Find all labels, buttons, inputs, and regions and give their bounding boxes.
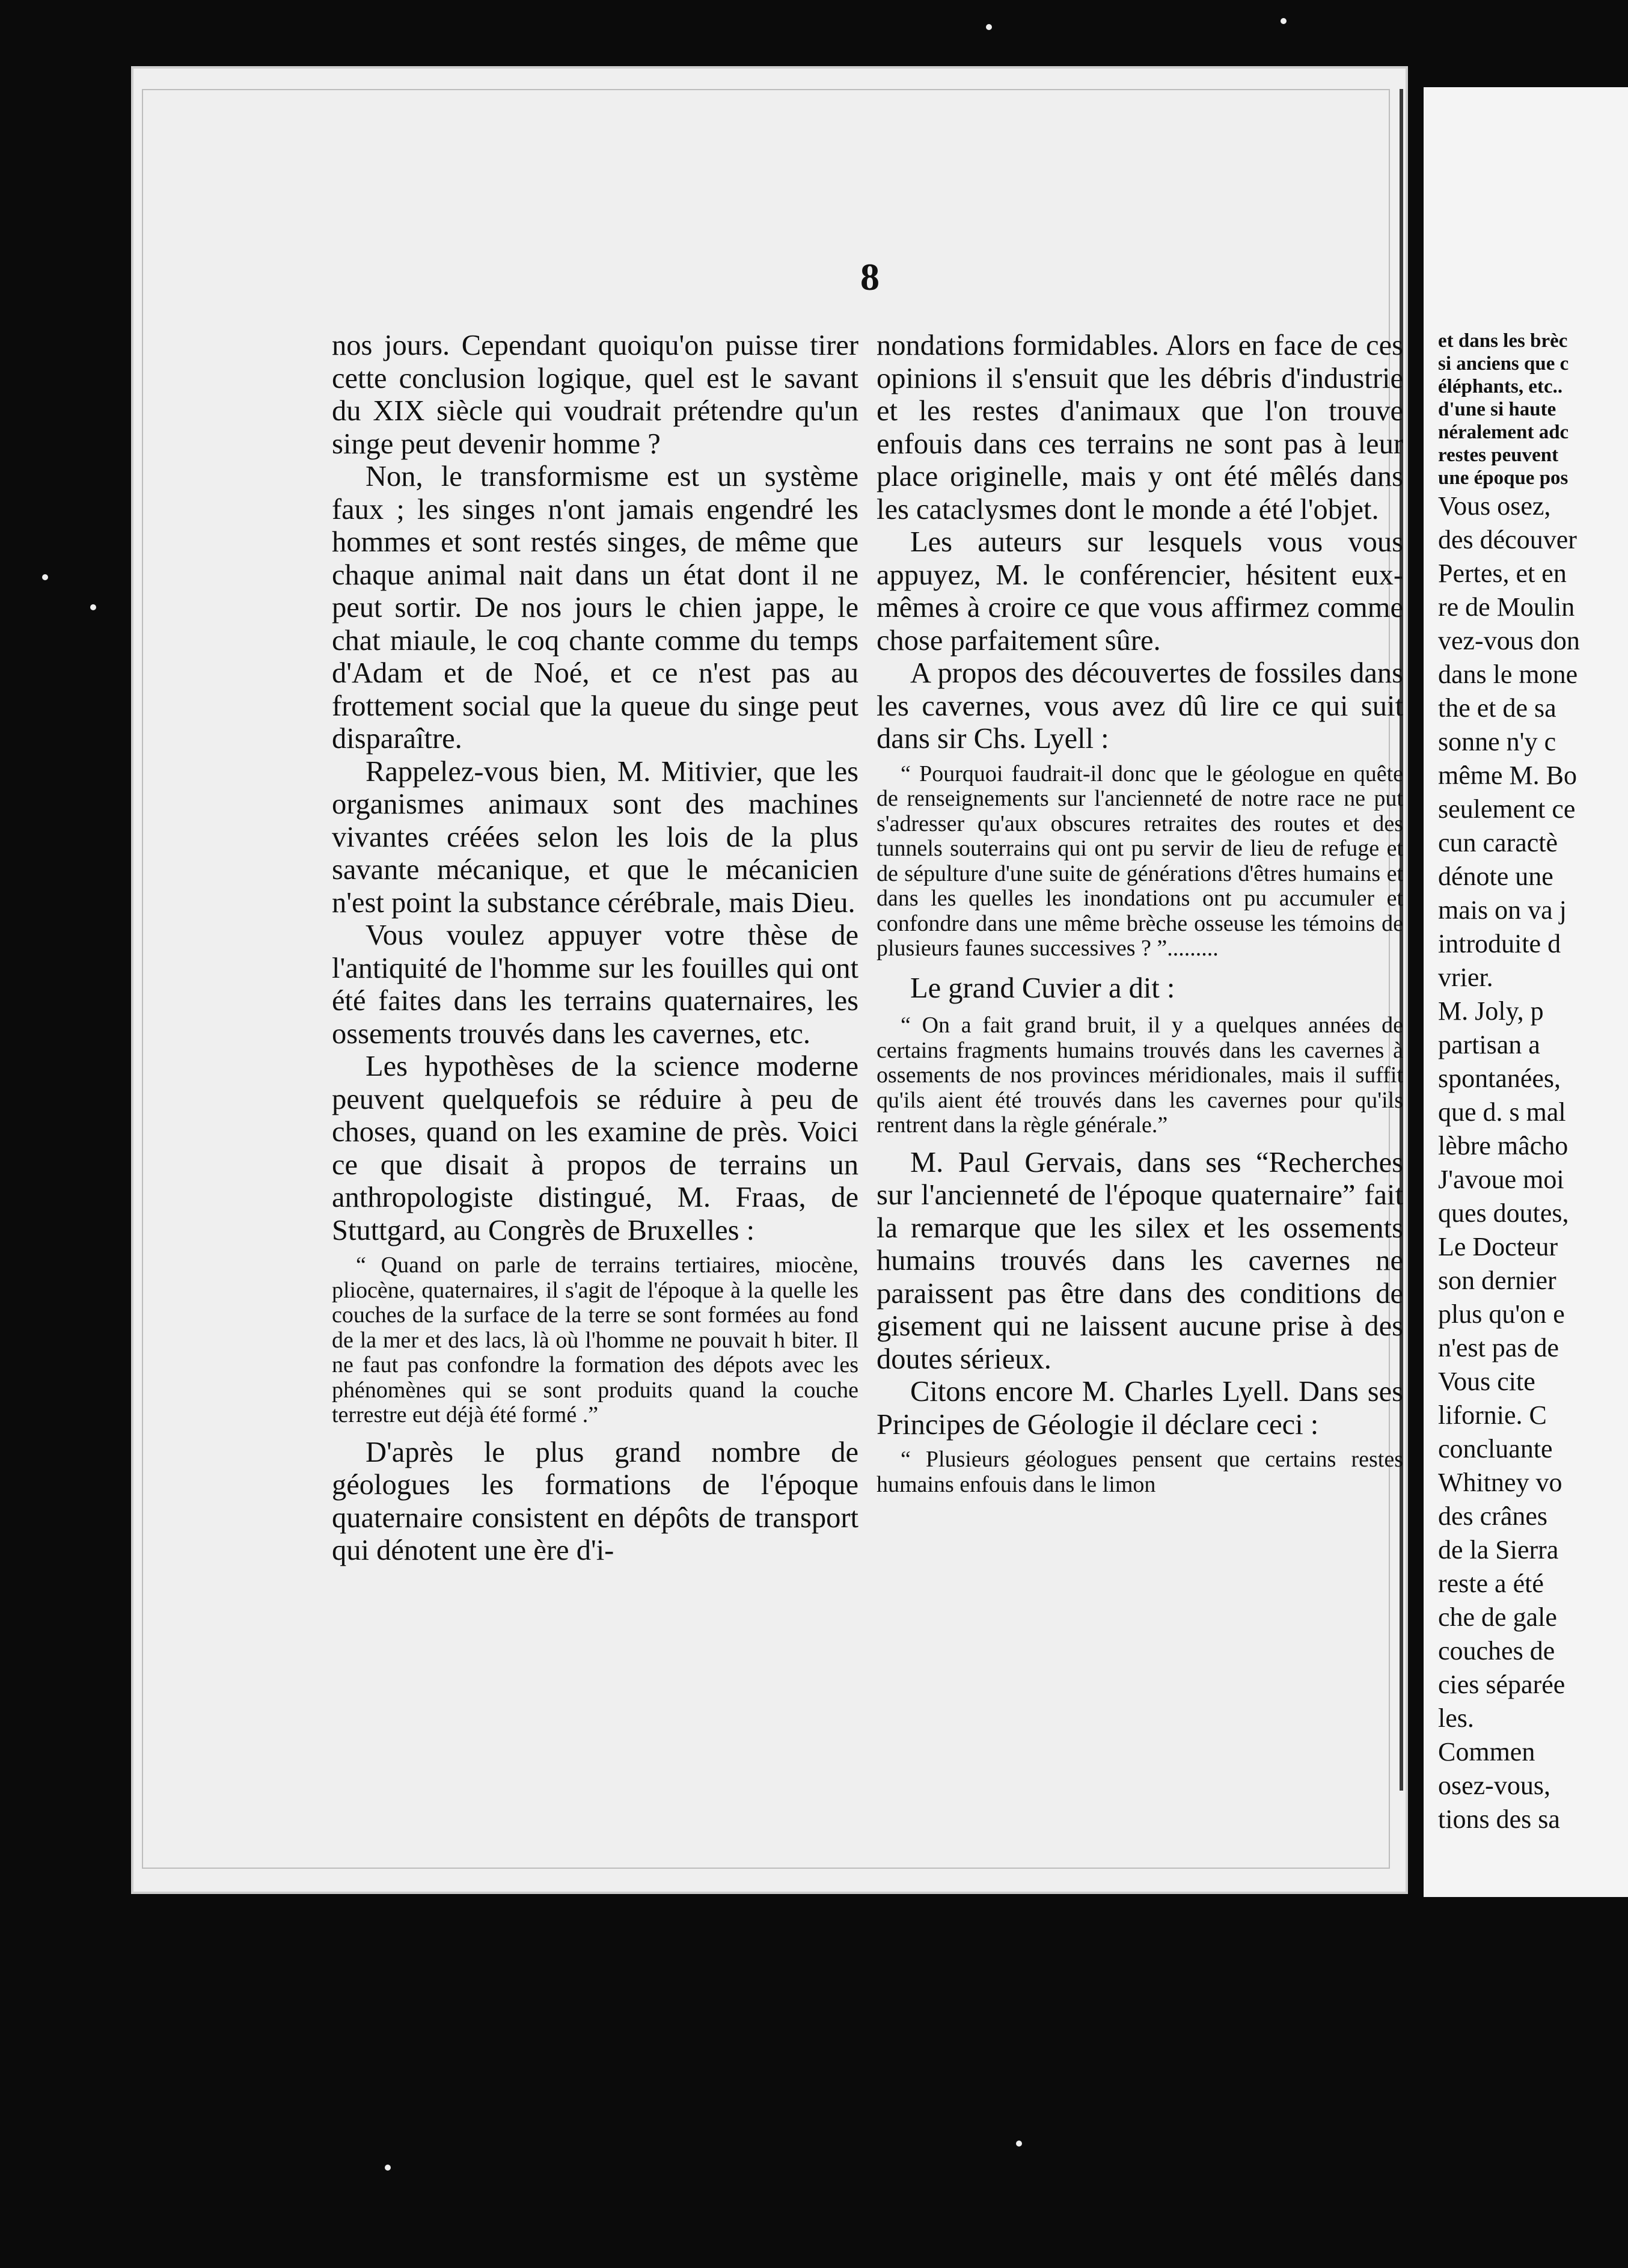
text-line: che de gale	[1438, 1602, 1557, 1632]
block-quote: “ Plusieurs géologues pensent que certains restes humains enfouis dans le limon	[877, 1447, 1403, 1497]
text-line: J'avoue moi	[1438, 1165, 1564, 1194]
text-line: Le Docteur	[1438, 1232, 1558, 1261]
text-line: de la Sierra	[1438, 1535, 1559, 1565]
paragraph: M. Paul Gervais, dans ses “Recherches sur l'ancienneté de l'époque quaternaire” fait la remarque que les silex et les ossements humains trouvés dans les cavernes ne paraissent pas être dans des conditions de gisement qui ne laissent aucune prise à des doutes sérieux.	[877, 1146, 1403, 1375]
text-line: des crânes	[1438, 1501, 1548, 1531]
text-line: partisan a	[1438, 1030, 1540, 1059]
paragraph: A propos des découvertes de fossiles dans les cavernes, vous avez dû lire ce qui suit dans sir Chs. Lyell :	[877, 657, 1403, 755]
text-line: éléphants, etc..	[1438, 376, 1563, 397]
paragraph: nos jours. Cependant quoiqu'on puisse tirer cette conclusion logique, quel est le savant du XIX siècle qui voudrait prétendre qu'un singe peut devenir homme ?	[332, 329, 858, 460]
page-number: 8	[860, 256, 880, 298]
text-line: concluante	[1438, 1434, 1553, 1463]
text-line: une époque pos	[1438, 467, 1568, 489]
paragraph: nondations formidables. Alors en face de ces opinions il s'ensuit que les débris d'industrie et les restes d'animaux que l'on trouve enfouis dans ces terrains ne sont pas à leur place originelle, mais y ont été mêlés dans les cataclysmes dont le monde a été l'objet.	[877, 329, 1403, 526]
left-column	[332, 329, 858, 1568]
dust-speck	[1016, 2141, 1022, 2147]
text-line: Whitney vo	[1438, 1468, 1562, 1497]
text-line: même M. Bo	[1438, 761, 1577, 790]
right-column-cropped	[1438, 329, 1628, 1836]
text-line: osez-vous,	[1438, 1771, 1550, 1800]
text-line: son dernier	[1438, 1266, 1556, 1295]
block-quote: “ On a fait grand bruit, il y a quelques années de certains fragments humains trouvés dans les cavernes à ossements de nos provinces méridionales, mais il suffit qu'ils aient été trouvés dans les cavernes pour qu'ils rentrent dans la règle générale.”	[877, 1013, 1403, 1138]
dust-speck	[42, 574, 48, 580]
text-line: n'est pas de	[1438, 1333, 1559, 1362]
text-line: reste a été	[1438, 1569, 1544, 1598]
dust-speck	[385, 2165, 391, 2171]
text-line: seulement ce	[1438, 794, 1576, 824]
text-line: restes peuvent	[1438, 444, 1559, 466]
text-line: cies séparée	[1438, 1670, 1565, 1699]
text-line: Vous osez,	[1438, 491, 1551, 521]
block-quote: “ Quand on parle de terrains tertiaires, miocène, pliocène, quaternaires, il s'agit de l'époque à la quelle les couches de la surface de la terre se sont formées au fond de la mer et des lacs, là où l'homme ne pouvait h biter. Il ne faut pas confondre la formation des dépots avec les phénomènes qui se sont produits quand la couche terrestre eut déjà été formé .”	[332, 1252, 858, 1427]
paragraph: Non, le transformisme est un système faux ; les singes n'ont jamais engendré les hommes et sont restés singes, de même que chaque animal nait dans un état dont il ne peut sortir. De nos jours le chien jappe, le chat miaule, le coq chante comme du temps d'Adam et de Noé, et ce n'est pas au frottement social que la queue du singe peut disparaître.	[332, 461, 858, 755]
text-line: re de Moulin	[1438, 592, 1575, 622]
text-line: the et de sa	[1438, 693, 1556, 723]
text-line: plus qu'on e	[1438, 1299, 1565, 1329]
text-line: et dans les brèc	[1438, 330, 1568, 352]
paragraph: Vous voulez appuyer votre thèse de l'antiquité de l'homme sur les fouilles qui ont été faites dans les terrains quaternaires, les ossements trouvés dans les cavernes, etc.	[332, 919, 858, 1050]
text-line: d'une si haute	[1438, 399, 1556, 420]
text-line: ques doutes,	[1438, 1198, 1569, 1228]
text-line: sonne n'y c	[1438, 727, 1556, 756]
text-line: cun caractè	[1438, 828, 1558, 857]
text-line: couches de	[1438, 1636, 1555, 1666]
paragraph: D'après le plus grand nombre de géologues les formations de l'époque quaternaire consistent en dépôts de transport qui dénotent une ère d'i-	[332, 1436, 858, 1566]
paragraph: Rappelez-vous bien, M. Mitivier, que les organismes animaux sont des machines vivantes créées selon les lois de la plus savante mécanique, et que le mécanicien n'est point la substance cérébrale, mais Dieu.	[332, 755, 858, 919]
text-line: que d. s mal	[1438, 1097, 1566, 1127]
text-line: Pertes, et en	[1438, 559, 1567, 588]
section-heading: Le grand Cuvier a dit :	[910, 972, 1175, 1004]
text-line: lèbre mâcho	[1438, 1131, 1568, 1160]
paragraph: Les auteurs sur lesquels vous vous appuyez, M. le conférencier, hésitent eux-mêmes à croire ce que vous affirmez comme chose parfaitement sûre.	[877, 526, 1403, 657]
text-line: mais on va j	[1438, 895, 1567, 925]
text-line: M. Joly, p	[1438, 996, 1544, 1026]
text-line: Vous cite	[1438, 1367, 1535, 1396]
text-line: dénote une	[1438, 862, 1553, 891]
dust-speck	[1281, 18, 1287, 24]
text-line: des découver	[1438, 525, 1577, 554]
dust-speck	[986, 24, 992, 30]
paragraph: Citons encore M. Charles Lyell. Dans ses Principes de Géologie il déclare ceci :	[877, 1376, 1403, 1441]
text-line: Commen	[1438, 1737, 1535, 1767]
text-line: dans le mone	[1438, 660, 1578, 689]
paragraph: Les hypothèses de la science moderne peuvent quelquefois se réduire à peu de choses, quand on les examine de près. Voici ce que disait à propos de terrains un anthropologiste distingué, M. Fraas, de Stuttgard, au Congrès de Bruxelles :	[332, 1050, 858, 1246]
text-line: tions des sa	[1438, 1804, 1560, 1834]
text-line: lifornie. C	[1438, 1400, 1547, 1430]
text-line: vrier.	[1438, 963, 1493, 992]
text-line: vez-vous don	[1438, 626, 1580, 655]
text-line: néralement adc	[1438, 421, 1569, 443]
text-line: les.	[1438, 1703, 1474, 1733]
dust-speck	[90, 604, 96, 610]
text-line: spontanées,	[1438, 1064, 1561, 1093]
text-line: introduite d	[1438, 929, 1561, 958]
middle-column	[877, 329, 1403, 1506]
text-line: si anciens que c	[1438, 353, 1569, 375]
block-quote: “ Pourquoi faudrait-il donc que le géologue en quête de renseignements sur l'ancienneté de notre race ne put s'adresser qu'aux obscures retraites des routes et des tunnels souterrains qui ont pu servir de lieu de refuge et de sépulture d'une suite de générations d'êtres humains et dans les quelles les inondations ont pu accumuler et confondre dans une même brèche osseuse les témoins de plusieurs faunes successives ? ”.........	[877, 761, 1403, 961]
